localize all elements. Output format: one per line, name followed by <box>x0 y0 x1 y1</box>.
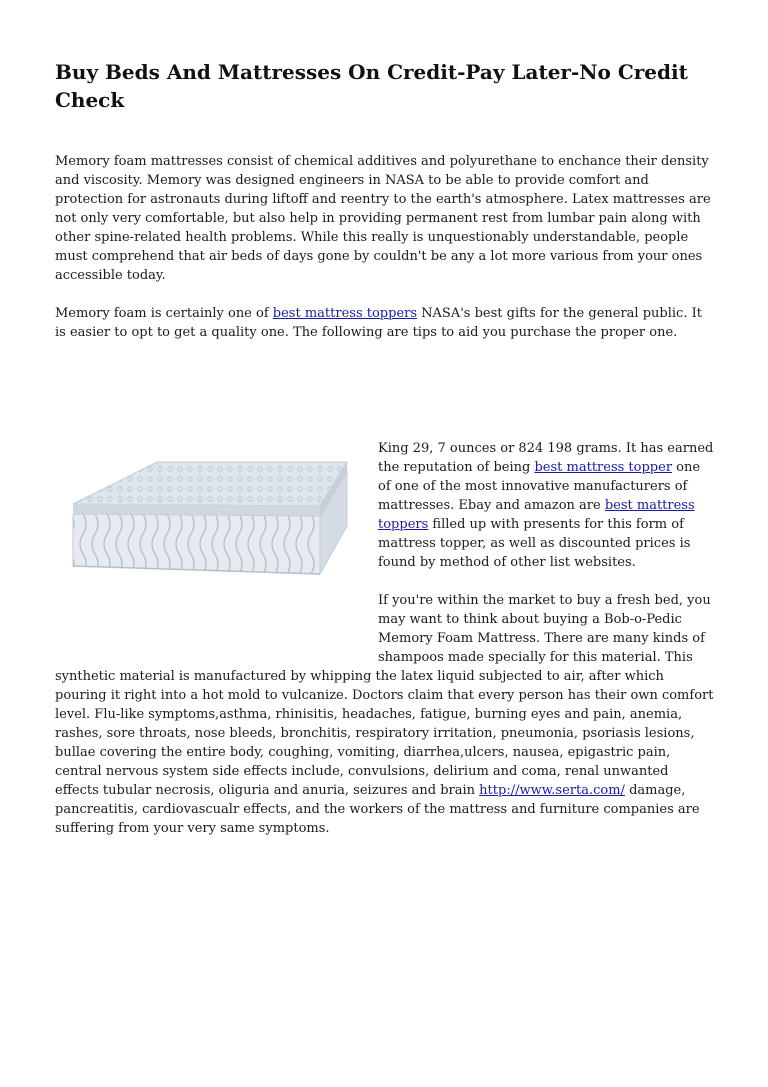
serta-link[interactable]: http://www.serta.com/ <box>479 783 625 798</box>
paragraph-1: Memory foam mattresses consist of chemical additives and polyurethane to enchance their density and viscosity. Memory was designed engineers in NASA to be able to provide comfort and protection for astronauts during liftoff and reentry to the earth's atmosphere. Latex mattresses are not only very comfortable, but also help in providing permanent rest from lumbar pain along with other spine-related health problems. While this really is unquestionably understandable, people must comprehend that air beds of days gone by couldn't be any a lot more various from your ones accessible today. <box>55 154 711 283</box>
best-mattress-toppers-link-2[interactable]: best mattress toppers <box>378 498 695 532</box>
spacer <box>55 361 715 439</box>
page-title: Buy Beds And Mattresses On Credit-Pay Later-No Credit Check <box>55 60 688 112</box>
document-page <box>55 58 715 857</box>
mattress-illustration <box>65 454 355 594</box>
paragraph-3-text-after: filled up with presents for this form of mattress topper, as well as discounted prices is found by method of other list websites. <box>378 517 691 570</box>
paragraph-3-text-mid: one of one of the most innovative manufacturers of mattresses. Ebay and amazon are <box>378 460 701 513</box>
mattress-image <box>55 439 355 649</box>
paragraph-4-text-before: If you're within the market to buy a fresh bed, you may want to think about buying a Bob-o-Pedic Memory Foam Mattress. There are many kinds of shampoos made specially for this material. This synthetic material is manufactured by whipping the latex liquid subjected to air, after which pouring it right into a hot mold to vulcanize. Doctors claim that every person has their own comfort level. Flu-like symptoms,asthma, rhinisitis, headaches, fatigue, burning eyes and pain, anemia, rashes, sore throats, nose bleeds, bronchitis, respiratory irritation, pneumonia, psoriasis lesions, bullae covering the entire body, coughing, vomiting, diarrhea,ulcers, nausea, epigastric pain, central nervous system side effects include, convulsions, delirium and coma, renal unwanted effects tubular necrosis, oliguria and anuria, seizures and brain <box>55 593 714 798</box>
best-mattress-topper-link[interactable]: best mattress topper <box>534 460 673 475</box>
paragraph-4-text-after: damage, pancreatitis, cardiovascualr effects, and the workers of the mattress and furniture companies are suffering from your very same symptoms. <box>55 783 700 836</box>
paragraph-2-text-after: NASA's best gifts for the general public. It is easier to opt to get a quality one. The following are tips to aid you purchase the proper one. <box>55 306 702 340</box>
paragraph-2-text-before: Memory foam is certainly one of <box>55 306 273 321</box>
best-mattress-toppers-link-1[interactable]: best mattress toppers <box>272 306 418 321</box>
paragraph-3-text-before: King 29, 7 ounces or 824 198 grams. It has earned the reputation of being <box>378 441 714 475</box>
paragraph-2 <box>55 304 715 342</box>
